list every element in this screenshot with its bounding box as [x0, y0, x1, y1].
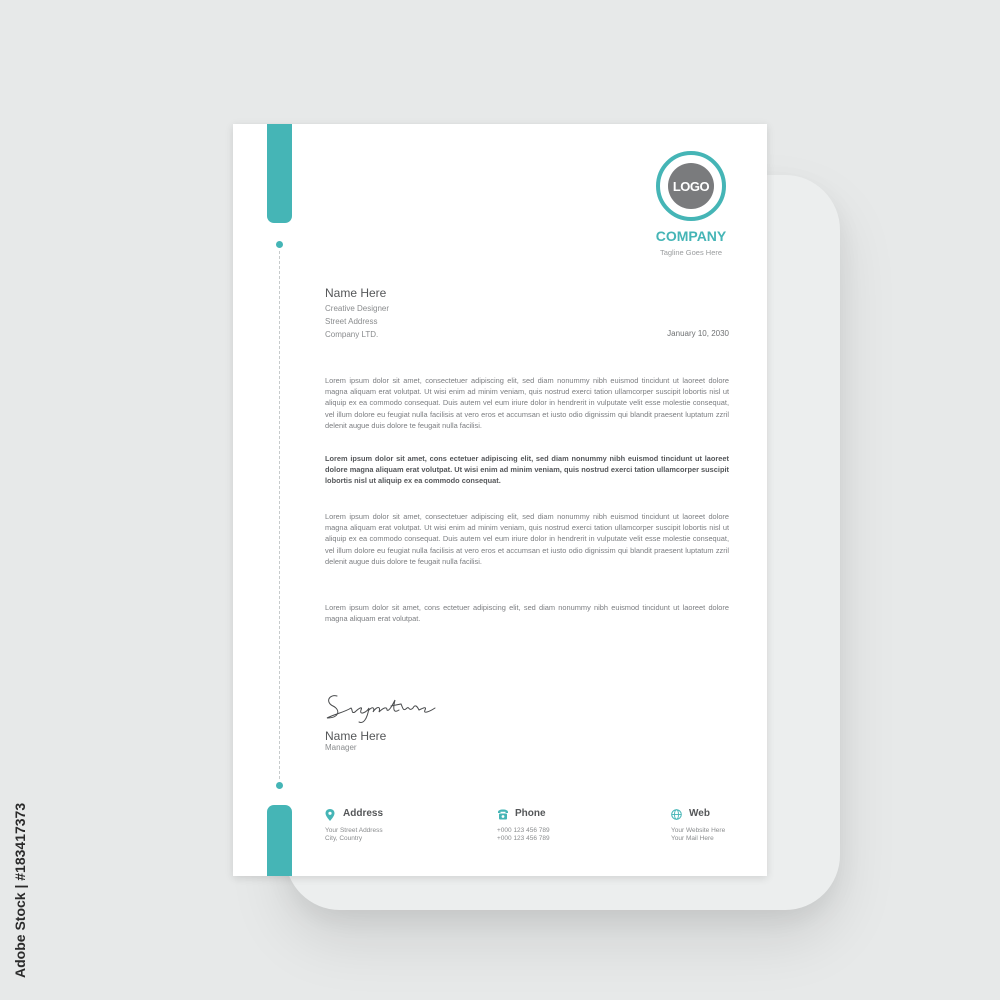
contact-phone-line-1: +000 123 456 789 [497, 827, 550, 834]
contact-address-line-2: City, Country [325, 835, 363, 842]
handwritten-signature [323, 690, 443, 726]
contact-phone-line-2: +000 123 456 789 [497, 835, 550, 842]
contact-web-line-2: Your Mail Here [671, 835, 714, 842]
letterhead-page [233, 124, 767, 876]
accent-dot-top [276, 241, 283, 248]
body-paragraph-2: Lorem ipsum dolor sit amet, cons ectetuer adipiscing elit, sed diam nonummy nibh euismod tincidunt ut laoreet dolore magna aliquam erat volutpat. Ut wisi enim ad minim veniam, quis nostrud exerci tation ullamcorper suscipit lobortis nisl ut aliquip ex ea commodo consequat. [325, 454, 729, 486]
stock-watermark-text [6, 760, 32, 980]
dotted-divider-line [279, 251, 280, 779]
sender-address: Street Address [325, 317, 378, 326]
accent-bar-top [267, 124, 292, 223]
contact-phone-title: Phone [515, 808, 546, 819]
company-name: COMPANY [655, 228, 727, 244]
contact-address-title: Address [343, 808, 384, 819]
company-logo [656, 151, 726, 221]
signatory-name: Name Here [325, 729, 387, 743]
contact-web-line-1: Your Website Here [671, 827, 726, 834]
letter-date: January 10, 2030 [667, 329, 729, 338]
body-paragraph-4: Lorem ipsum dolor sit amet, cons ectetuer adipiscing elit, sed diam nonummy nibh euismod tincidunt ut laoreet dolore magna aliquam erat volutpat. [325, 603, 729, 624]
globe-icon [671, 809, 682, 820]
svg-text:Adobe Stock | #183417373: Adobe Stock | #183417373 [12, 802, 28, 978]
logo-text: LOGO [668, 163, 714, 209]
accent-bar-bottom [267, 805, 292, 876]
body-paragraph-1: Lorem ipsum dolor sit amet, consectetuer adipiscing elit, sed diam nonummy nibh euismod tincidunt ut laoreet dolore magna aliquam erat volutpat. Ut wisi enim ad minim veniam, quis nostrud exerci tation ullamcorper suscipit lobortis nisl ut aliquip ex ea commodo consequat. Duis autem vel eum iriure dolor in hendrerit in vulputate velit esse molestie consequat, vel illum dolore eu feugiat nulla facilisis at vero eros et accumsan et iusto odio dignissim qui blandit praesent luptatum zzril delenit augue duis dolore te feugait nulla facilisi. [325, 376, 729, 430]
accent-dot-bottom [276, 782, 283, 789]
sender-title: Creative Designer [325, 304, 390, 313]
contact-web-title: Web [689, 808, 710, 819]
location-pin-icon [325, 809, 335, 821]
sender-company: Company LTD. [325, 330, 379, 339]
body-paragraph-3: Lorem ipsum dolor sit amet, consectetuer adipiscing elit, sed diam nonummy nibh euismod tincidunt ut laoreet dolore magna aliquam erat volutpat. Ut wisi enim ad minim veniam, quis nostrud exerci tation ullamcorper suscipit lobortis nisl ut aliquip ex ea commodo consequat. Duis autem vel eum iriure dolor in hendrerit in vulputate velit esse molestie consequat, vel illum dolore eu feugiat nulla facilisis at vero eros et accumsan et iusto odio dignissim qui blandit praesent luptatum zzril delenit augue duis dolore te feugait nulla facilisi. [325, 512, 729, 566]
company-tagline: Tagline Goes Here [659, 248, 723, 257]
contact-address-line-1: Your Street Address [325, 827, 383, 834]
phone-icon [497, 809, 509, 820]
signatory-title: Manager [325, 743, 357, 752]
sender-name: Name Here [325, 286, 387, 300]
